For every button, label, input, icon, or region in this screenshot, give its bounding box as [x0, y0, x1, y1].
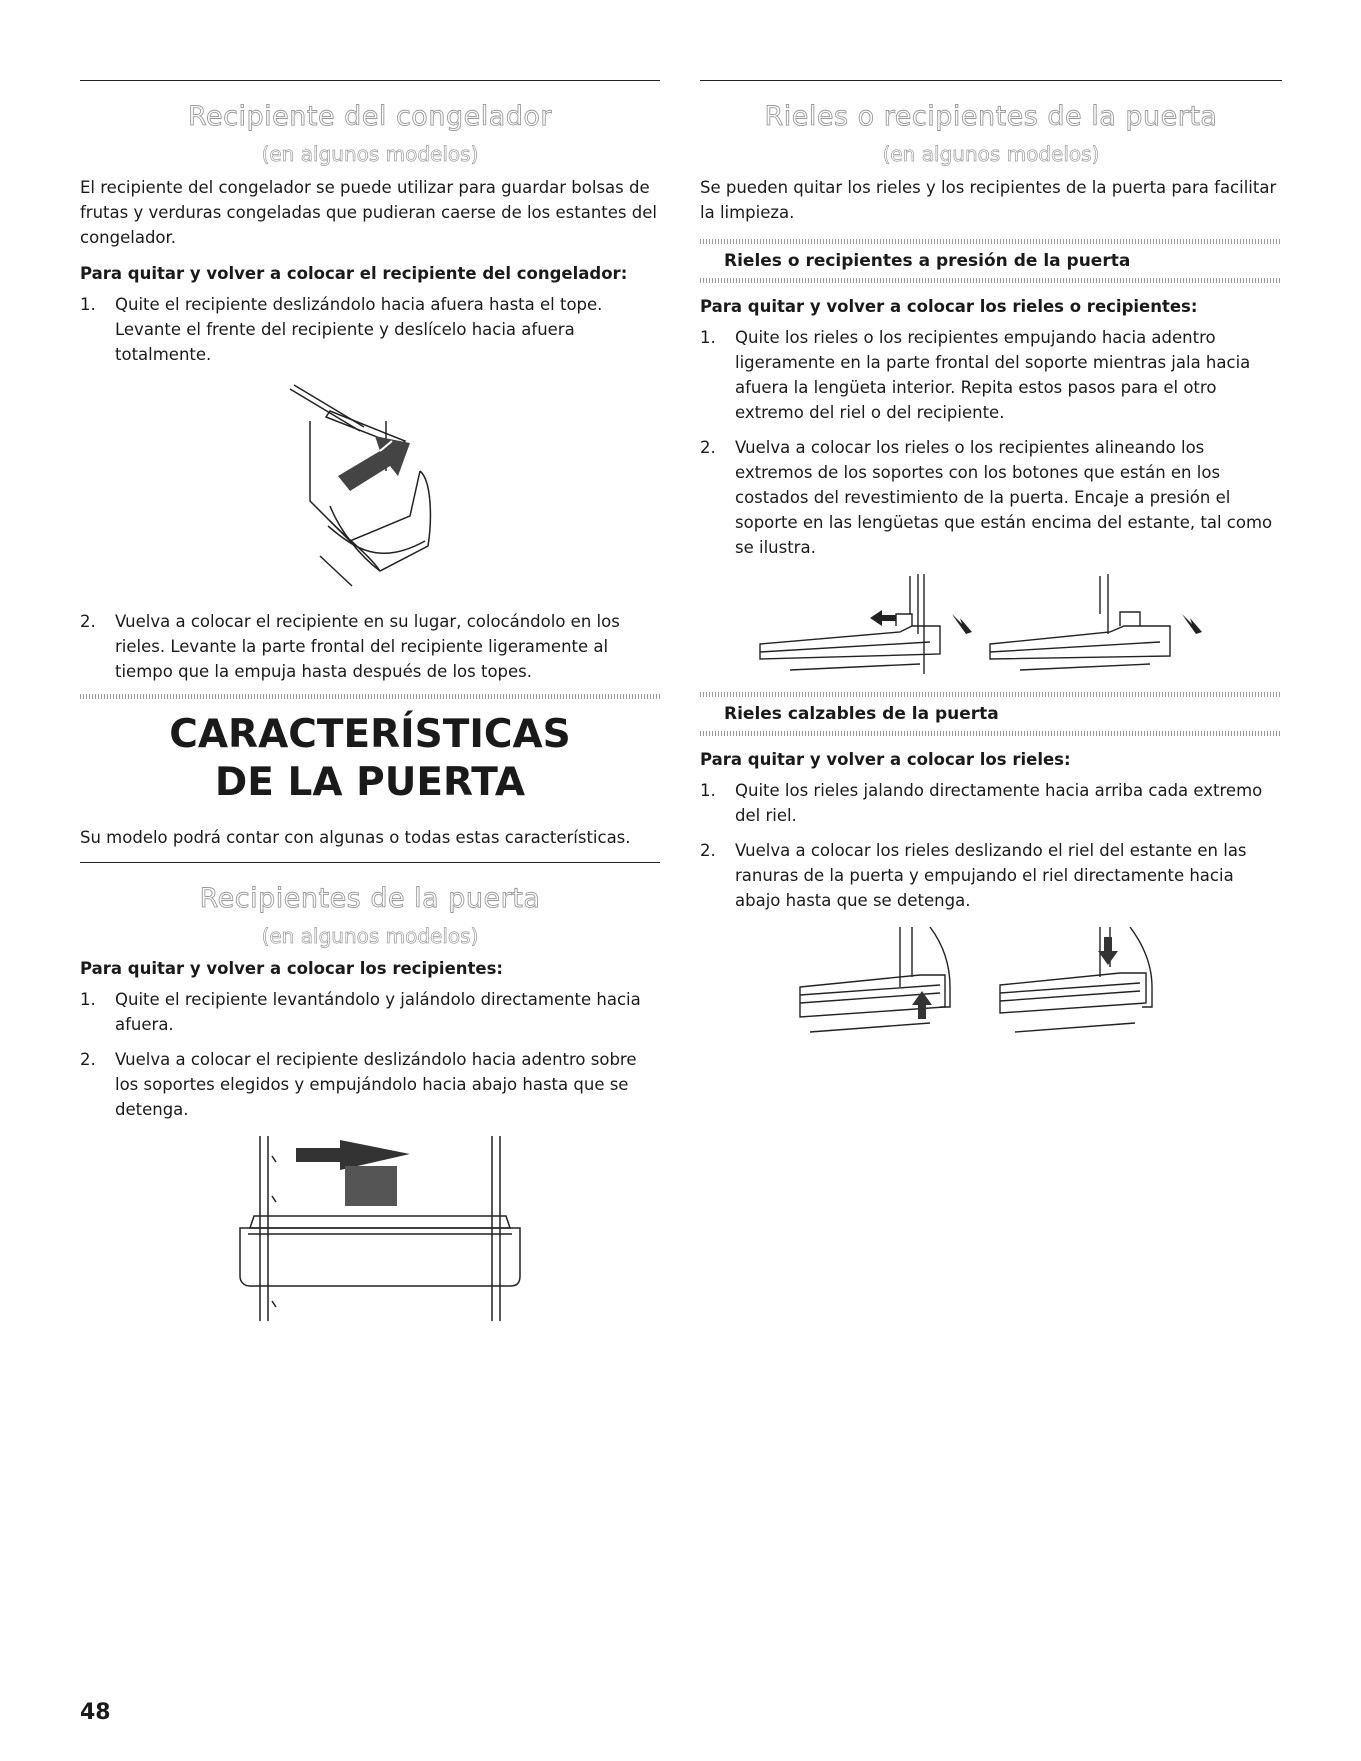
freezer-steps	[80, 292, 660, 367]
list-item	[700, 778, 1282, 828]
list-item	[80, 987, 660, 1037]
freezer-bin-heading: Para quitar y volver a colocar el recipiente del congelador:	[80, 264, 628, 283]
list-item	[700, 325, 1282, 425]
dropin-rails-steps	[700, 778, 1282, 913]
step-number: 2.	[80, 612, 96, 631]
hatched-divider	[80, 694, 660, 699]
step-text: Vuelva a colocar el recipiente en su lugar, colocándolo en los rieles. Levante la parte frontal del recipiente ligeramente al tiempo que la empuja hasta después de los topes.	[115, 612, 620, 681]
list-item	[80, 292, 660, 367]
page-title	[80, 711, 660, 807]
step-number: 1.	[700, 781, 716, 800]
step-number: 2.	[80, 1050, 96, 1069]
freezer-bin-intro: El recipiente del congelador se puede utilizar para guardar bolsas de frutas y verduras congeladas que pudieran caerse de los estantes del congelador.	[80, 178, 657, 247]
step-text: Quite los rieles jalando directamente hacia arriba cada extremo del riel.	[735, 781, 1263, 825]
step-text: Vuelva a colocar los rieles deslizando el riel del estante en las ranuras de la puerta y empujando el riel directamente hacia abajo hasta que se detenga.	[735, 841, 1247, 910]
step-number: 1.	[80, 295, 96, 314]
section-rule	[80, 862, 660, 863]
door-bins-steps	[80, 987, 660, 1122]
step-text: Quite el recipiente deslizándolo hacia afuera hasta el tope. Levante el frente del recipiente y deslícelo hacia afuera totalmente.	[115, 295, 603, 364]
step-text: Vuelva a colocar los rieles o los recipientes alineando los extremos de los soportes con los botones que están en los costados del revestimiento de la puerta. Encaje a presión el soporte en las lengüetas que están encima del estante, tal como se ilustra.	[735, 438, 1273, 557]
step-number: 1.	[700, 328, 716, 347]
freezer-bin-title: Recipiente del congelador	[187, 101, 552, 132]
section-rule	[80, 80, 660, 81]
step-text: Vuelva a colocar el recipiente deslizándolo hacia adentro sobre los soportes elegidos y empujándolo hacia abajo hasta que se detenga.	[115, 1050, 637, 1119]
list-item	[700, 435, 1282, 560]
freezer-steps-continued	[80, 609, 660, 684]
snap-rails-illustration	[700, 574, 1282, 678]
dropin-rails-subheading: Rieles calzables de la puerta	[724, 704, 999, 724]
features-intro: Su modelo podrá contar con algunas o todas estas características.	[80, 828, 631, 847]
hatched-divider	[700, 731, 1282, 736]
freezer-bin-illustration	[80, 381, 660, 595]
page-number: 48	[80, 1700, 111, 1725]
right-column	[700, 80, 1282, 1065]
dropin-rails-heading: Para quitar y volver a colocar los rieles:	[700, 750, 1071, 769]
freezer-bin-subtitle: (en algunos modelos)	[261, 142, 479, 166]
section-rule	[700, 80, 1282, 81]
hatched-divider	[700, 278, 1282, 283]
step-text: Quite el recipiente levantándolo y jalándolo directamente hacia afuera.	[115, 990, 641, 1034]
list-item	[80, 609, 660, 684]
door-bins-subtitle: (en algunos modelos)	[261, 924, 479, 948]
step-text: Quite los rieles o los recipientes empujando hacia adentro ligeramente en la parte frontal del soporte mientras jala hacia afuera la lengüeta interior. Repita estos pasos para el otro extremo del riel o del recipiente.	[735, 328, 1251, 422]
page-title-line-1: CARACTERÍSTICAS	[169, 712, 571, 757]
step-number: 1.	[80, 990, 96, 1009]
snap-rails-steps	[700, 325, 1282, 560]
step-number: 2.	[700, 841, 716, 860]
list-item	[80, 1047, 660, 1122]
page-title-line-2: DE LA PUERTA	[214, 760, 526, 805]
door-rails-subtitle: (en algunos modelos)	[882, 142, 1100, 166]
door-rails-title: Rieles o recipientes de la puerta	[764, 101, 1218, 132]
list-item	[700, 838, 1282, 913]
step-number: 2.	[700, 438, 716, 457]
door-bins-heading: Para quitar y volver a colocar los recipientes:	[80, 959, 503, 978]
snap-rails-heading: Para quitar y volver a colocar los rieles o recipientes:	[700, 297, 1198, 316]
dropin-rails-illustration	[700, 927, 1282, 1051]
snap-rails-subheading: Rieles o recipientes a presión de la puerta	[724, 251, 1131, 271]
door-bin-illustration	[80, 1136, 660, 1330]
door-rails-intro: Se pueden quitar los rieles y los recipientes de la puerta para facilitar la limpieza.	[700, 178, 1277, 222]
left-column	[80, 80, 660, 1344]
door-bins-title: Recipientes de la puerta	[199, 883, 541, 914]
